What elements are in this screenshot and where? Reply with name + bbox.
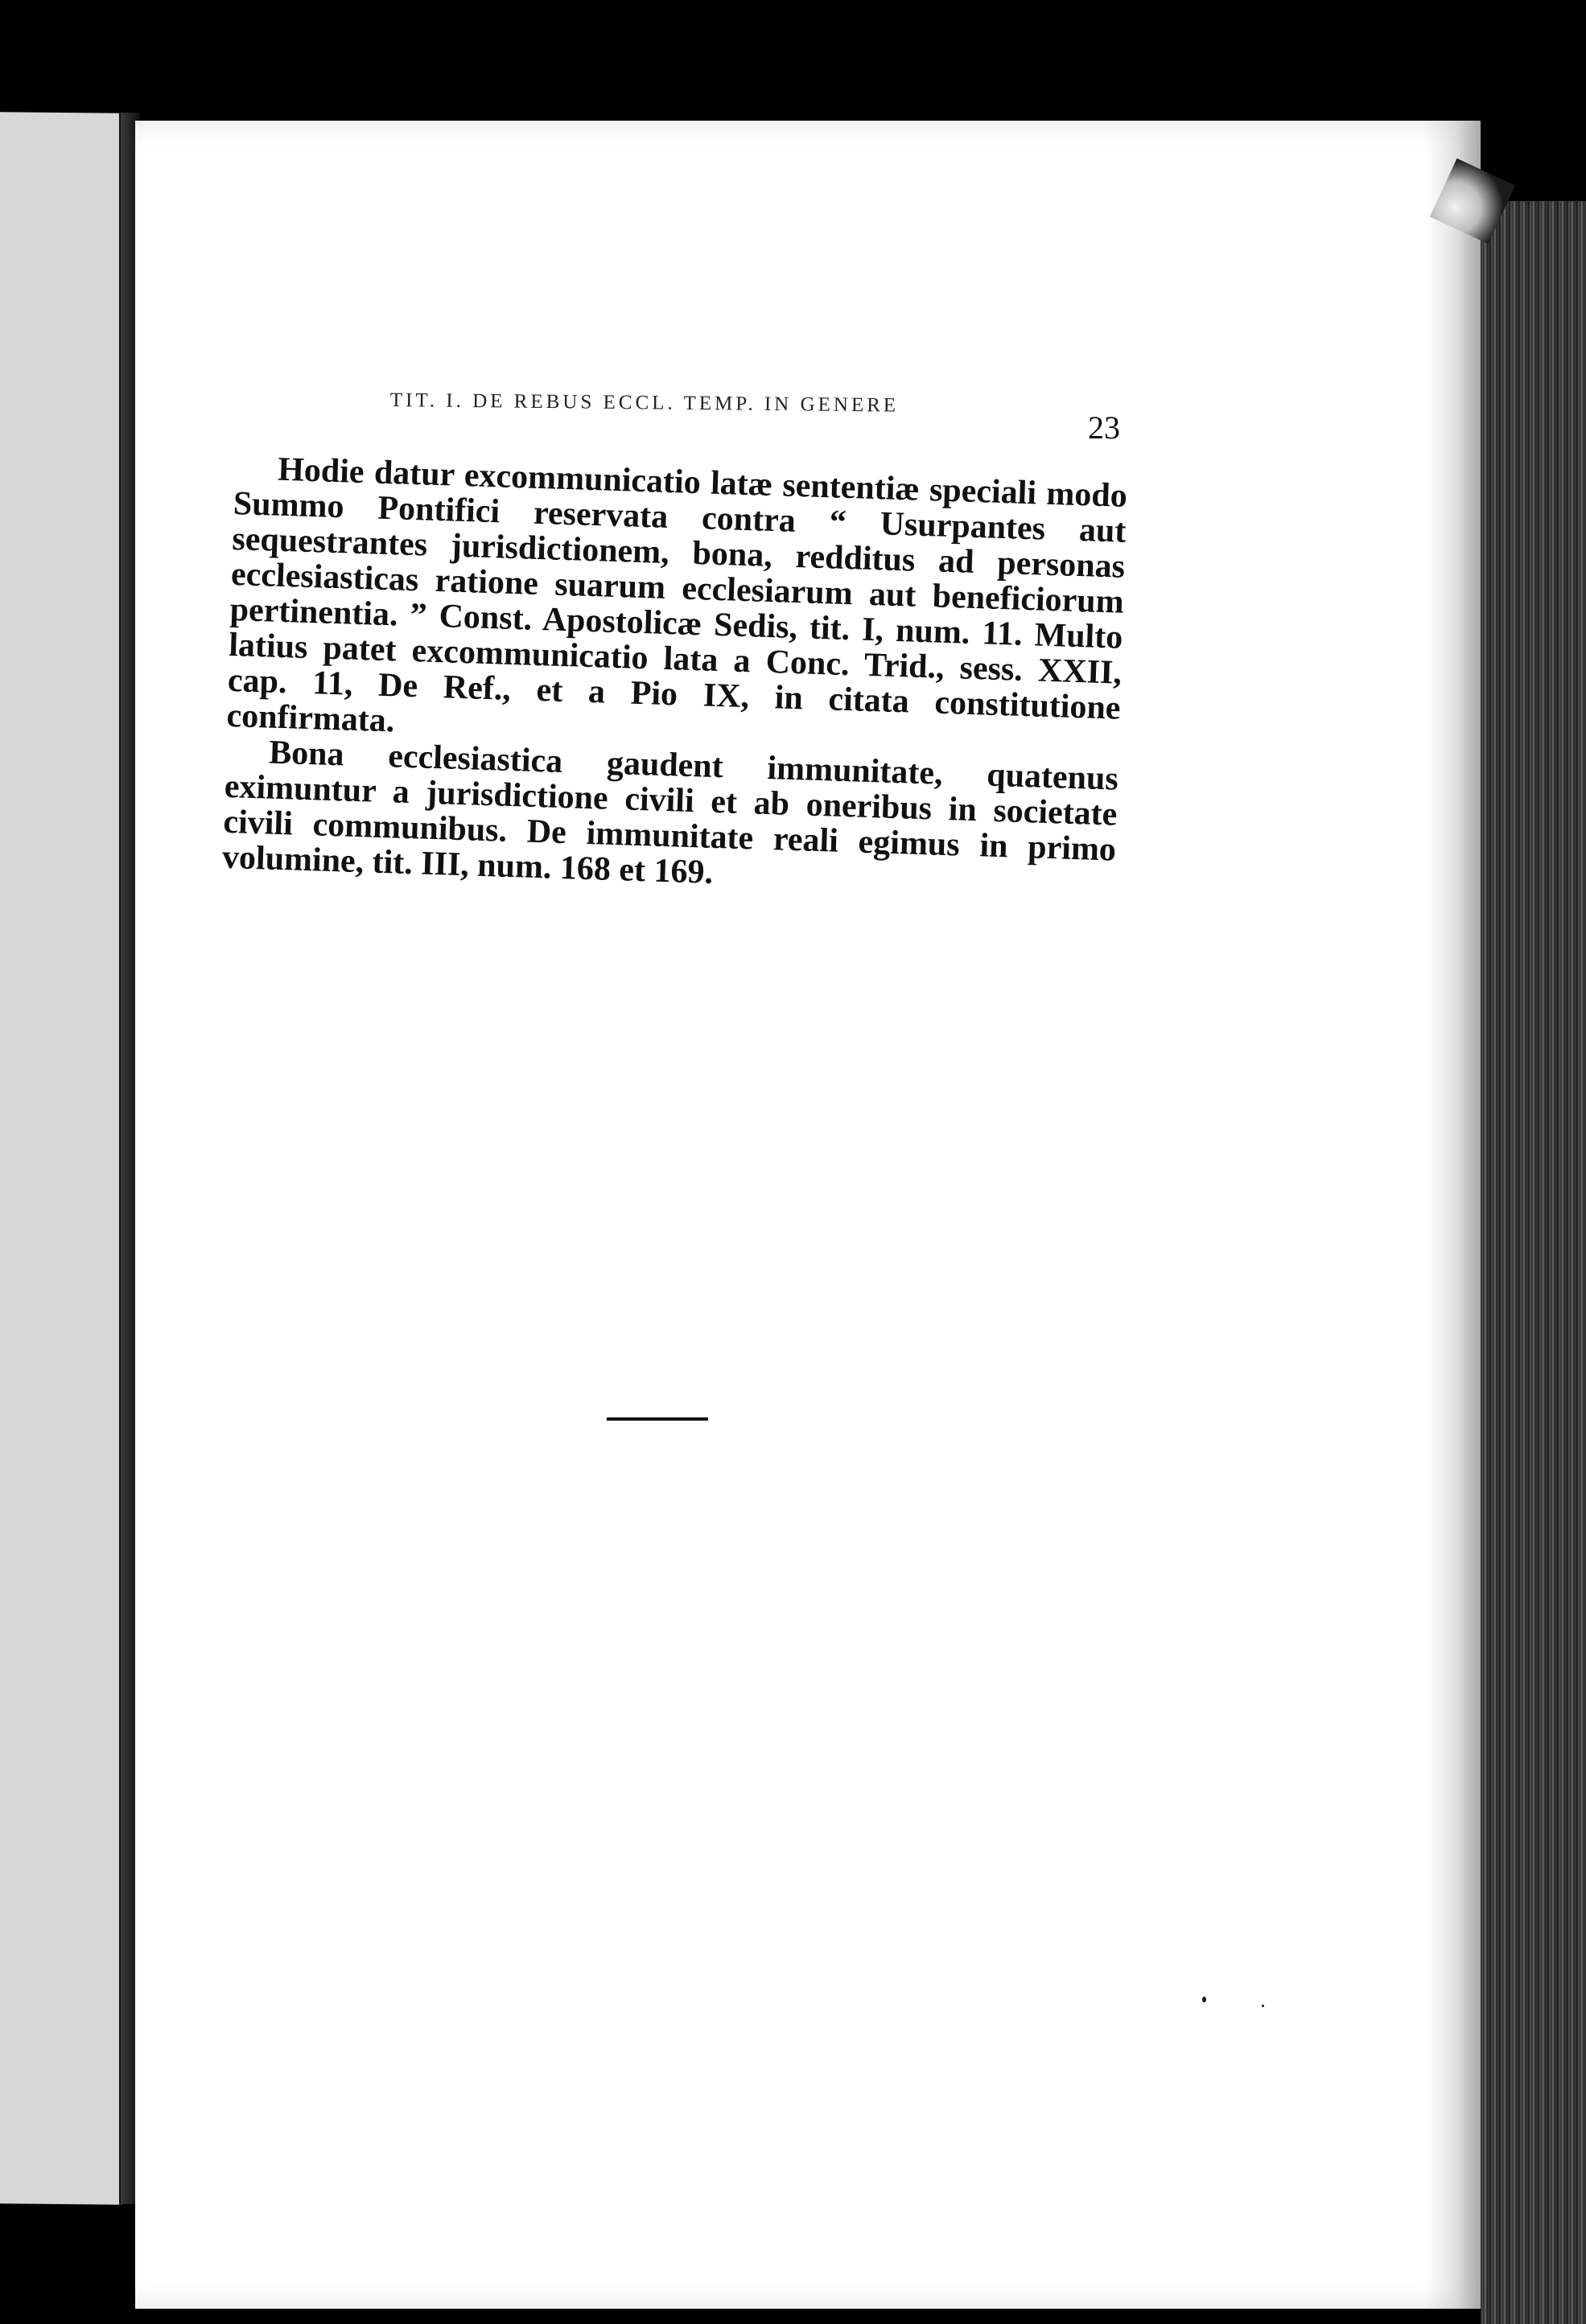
book-fore-edge [1481,201,1586,2324]
left-page-edge [0,112,122,2205]
page-number: 23 [1088,409,1120,446]
scan-speck [1262,2005,1264,2007]
section-end-rule [607,1417,708,1421]
scan-speck [1202,1997,1206,2002]
running-head: TIT. I. DE REBUS ECCL. TEMP. IN GENERE [389,389,900,417]
right-page [135,121,1481,2309]
paragraph: Hodie datur excommunicatio latæ sententiæ speciali modo Summo Pontifici reservata contra “ Usurpantes aut sequestrantes jurisdictionem, bona, redditus ad personas ecclesiasticas ratione suarum ecclesiarum aut beneficiorum pertinentia. ” Const. Apostolicæ Sedis, tit. I, num. 11. Multo latius patet excommunicatio lata a Conc. Trid., sess. XXII, cap. 11, De Ref., et a Pio IX, in citata constitutione confirmata. [225,450,1128,740]
body-text [221,450,1127,903]
paragraph: Bona ecclesiastica gaudent immunitate, quatenus eximuntur a jurisdictione civili et ab oneribus in societate civili communibus. De immunitate reali egimus in primo volumine, tit. III, num. 168 et 169. [221,734,1119,891]
